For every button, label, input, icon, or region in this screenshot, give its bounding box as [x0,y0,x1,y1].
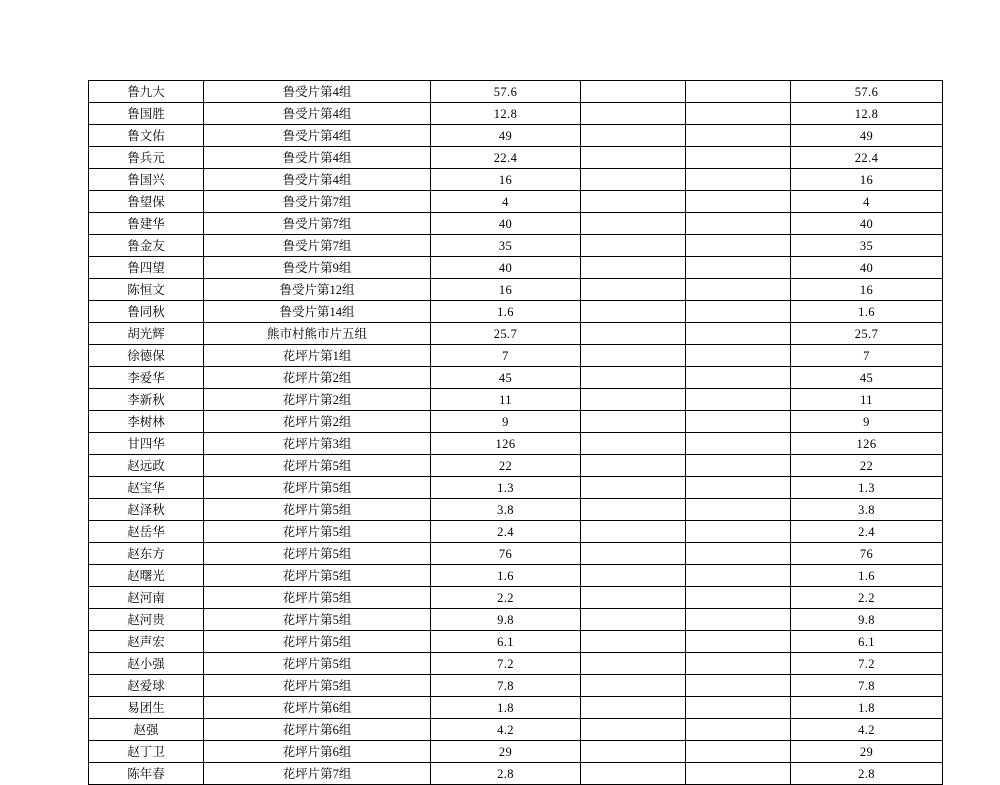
cell-value1[interactable]: 1.8 [431,697,581,719]
cell-name[interactable]: 鲁九大 [89,81,204,103]
cell-name[interactable]: 鲁同秋 [89,301,204,323]
cell-value2[interactable]: 4.2 [791,719,943,741]
cell-value2[interactable]: 57.6 [791,81,943,103]
cell-blank2[interactable] [686,609,791,631]
cell-value1[interactable]: 22.4 [431,147,581,169]
cell-blank1[interactable] [581,191,686,213]
table-row [89,367,943,389]
table-row [89,543,943,565]
table-row [89,169,943,191]
table-row [89,719,943,741]
cell-value1[interactable]: 45 [431,367,581,389]
cell-group[interactable]: 花坪片第2组 [204,411,431,433]
cell-value2[interactable]: 3.8 [791,499,943,521]
cell-blank2[interactable] [686,235,791,257]
cell-blank1[interactable] [581,323,686,345]
cell-value1[interactable]: 4 [431,191,581,213]
spreadsheet-area [88,80,912,785]
table-row [89,147,943,169]
cell-group[interactable]: 熊市村熊市片五组 [204,323,431,345]
cell-blank1[interactable] [581,103,686,125]
cell-name[interactable]: 鲁四望 [89,257,204,279]
cell-group[interactable]: 花坪片第5组 [204,653,431,675]
cell-group[interactable]: 花坪片第5组 [204,543,431,565]
cell-blank1[interactable] [581,367,686,389]
cell-value2[interactable]: 12.8 [791,103,943,125]
cell-group[interactable]: 花坪片第2组 [204,367,431,389]
cell-blank2[interactable] [686,411,791,433]
table-row [89,741,943,763]
cell-blank1[interactable] [581,763,686,785]
cell-name[interactable]: 甘四华 [89,433,204,455]
cell-value1[interactable]: 7 [431,345,581,367]
cell-value1[interactable]: 40 [431,213,581,235]
cell-blank2[interactable] [686,631,791,653]
cell-value1[interactable]: 57.6 [431,81,581,103]
cell-blank2[interactable] [686,169,791,191]
cell-group[interactable]: 鲁受片第7组 [204,213,431,235]
cell-name[interactable]: 赵远政 [89,455,204,477]
cell-group[interactable]: 花坪片第5组 [204,455,431,477]
cell-group[interactable]: 鲁受片第14组 [204,301,431,323]
table-row [89,345,943,367]
cell-blank1[interactable] [581,587,686,609]
table-row [89,235,943,257]
cell-blank1[interactable] [581,81,686,103]
cell-group[interactable]: 鲁受片第4组 [204,103,431,125]
cell-blank2[interactable] [686,455,791,477]
table-row [89,411,943,433]
cell-blank2[interactable] [686,125,791,147]
cell-value1[interactable]: 12.8 [431,103,581,125]
cell-name[interactable]: 鲁建华 [89,213,204,235]
cell-blank2[interactable] [686,81,791,103]
cell-blank1[interactable] [581,719,686,741]
cell-blank2[interactable] [686,719,791,741]
cell-name[interactable]: 鲁国兴 [89,169,204,191]
table-row [89,609,943,631]
cell-blank2[interactable] [686,191,791,213]
cell-blank2[interactable] [686,565,791,587]
cell-name[interactable]: 李新秋 [89,389,204,411]
cell-name[interactable]: 李爱华 [89,367,204,389]
cell-value2[interactable]: 4 [791,191,943,213]
cell-blank1[interactable] [581,125,686,147]
cell-value1[interactable]: 1.6 [431,301,581,323]
cell-value2[interactable]: 76 [791,543,943,565]
cell-name[interactable]: 赵宝华 [89,477,204,499]
cell-blank2[interactable] [686,675,791,697]
cell-blank1[interactable] [581,257,686,279]
cell-value2[interactable]: 25.7 [791,323,943,345]
cell-group[interactable]: 花坪片第3组 [204,433,431,455]
cell-value1[interactable]: 2.8 [431,763,581,785]
cell-value1[interactable]: 76 [431,543,581,565]
cell-value1[interactable]: 16 [431,279,581,301]
cell-group[interactable]: 鲁受片第4组 [204,125,431,147]
cell-blank1[interactable] [581,235,686,257]
cell-group[interactable]: 花坪片第6组 [204,741,431,763]
cell-blank1[interactable] [581,411,686,433]
cell-group[interactable]: 花坪片第6组 [204,697,431,719]
cell-name[interactable]: 赵小强 [89,653,204,675]
cell-value2[interactable]: 35 [791,235,943,257]
cell-name[interactable]: 赵声宏 [89,631,204,653]
cell-value2[interactable]: 40 [791,257,943,279]
cell-name[interactable]: 胡光辉 [89,323,204,345]
cell-value2[interactable]: 45 [791,367,943,389]
cell-value1[interactable]: 4.2 [431,719,581,741]
table-row [89,103,943,125]
cell-group[interactable]: 鲁受片第9组 [204,257,431,279]
cell-blank1[interactable] [581,675,686,697]
cell-group[interactable]: 花坪片第2组 [204,389,431,411]
cell-blank1[interactable] [581,213,686,235]
cell-blank1[interactable] [581,697,686,719]
cell-blank1[interactable] [581,279,686,301]
table-row [89,631,943,653]
cell-value1[interactable]: 7.2 [431,653,581,675]
cell-blank2[interactable] [686,741,791,763]
cell-blank2[interactable] [686,147,791,169]
cell-blank2[interactable] [686,301,791,323]
table-row [89,213,943,235]
cell-group[interactable]: 花坪片第5组 [204,609,431,631]
cell-name[interactable]: 鲁文佑 [89,125,204,147]
table-row [89,653,943,675]
table-row [89,323,943,345]
cell-name[interactable]: 鲁金友 [89,235,204,257]
cell-blank1[interactable] [581,433,686,455]
table-row [89,477,943,499]
cell-value2[interactable]: 2.8 [791,763,943,785]
cell-blank1[interactable] [581,301,686,323]
cell-group[interactable]: 鲁受片第4组 [204,169,431,191]
cell-value2[interactable]: 49 [791,125,943,147]
cell-value2[interactable]: 1.3 [791,477,943,499]
cell-blank1[interactable] [581,521,686,543]
cell-name[interactable]: 鲁兵元 [89,147,204,169]
cell-name[interactable]: 陈年春 [89,763,204,785]
table-row [89,455,943,477]
cell-name[interactable]: 赵强 [89,719,204,741]
cell-value2[interactable]: 11 [791,389,943,411]
cell-value1[interactable]: 49 [431,125,581,147]
cell-blank2[interactable] [686,367,791,389]
cell-blank1[interactable] [581,389,686,411]
table-row [89,587,943,609]
cell-blank1[interactable] [581,499,686,521]
cell-value2[interactable]: 7.8 [791,675,943,697]
cell-group[interactable]: 鲁受片第12组 [204,279,431,301]
cell-name[interactable]: 赵曙光 [89,565,204,587]
cell-value2[interactable]: 22.4 [791,147,943,169]
cell-blank2[interactable] [686,543,791,565]
cell-group[interactable]: 鲁受片第7组 [204,235,431,257]
cell-blank1[interactable] [581,147,686,169]
cell-value1[interactable]: 1.3 [431,477,581,499]
cell-blank2[interactable] [686,345,791,367]
table-row [89,257,943,279]
cell-group[interactable]: 花坪片第5组 [204,631,431,653]
cell-blank2[interactable] [686,213,791,235]
cell-group[interactable]: 花坪片第5组 [204,477,431,499]
cell-blank2[interactable] [686,697,791,719]
cell-value2[interactable]: 29 [791,741,943,763]
cell-blank1[interactable] [581,477,686,499]
cell-blank2[interactable] [686,587,791,609]
cell-blank2[interactable] [686,103,791,125]
cell-value1[interactable]: 3.8 [431,499,581,521]
cell-group[interactable]: 花坪片第7组 [204,763,431,785]
table-row [89,763,943,785]
table-row [89,191,943,213]
cell-value2[interactable]: 2.2 [791,587,943,609]
cell-blank1[interactable] [581,565,686,587]
cell-blank2[interactable] [686,477,791,499]
cell-value1[interactable]: 16 [431,169,581,191]
cell-group[interactable]: 花坪片第5组 [204,675,431,697]
cell-value1[interactable]: 126 [431,433,581,455]
cell-blank1[interactable] [581,169,686,191]
table-row [89,697,943,719]
cell-blank1[interactable] [581,653,686,675]
cell-blank2[interactable] [686,653,791,675]
cell-value1[interactable]: 9.8 [431,609,581,631]
cell-value2[interactable]: 22 [791,455,943,477]
cell-blank2[interactable] [686,763,791,785]
cell-name[interactable]: 赵河贵 [89,609,204,631]
cell-group[interactable]: 花坪片第1组 [204,345,431,367]
cell-value2[interactable]: 9 [791,411,943,433]
table-row [89,279,943,301]
cell-value2[interactable]: 7 [791,345,943,367]
table-row [89,521,943,543]
cell-name[interactable]: 易团生 [89,697,204,719]
cell-group[interactable]: 花坪片第5组 [204,521,431,543]
cell-value2[interactable]: 1.8 [791,697,943,719]
table-row [89,565,943,587]
cell-value1[interactable]: 35 [431,235,581,257]
cell-value1[interactable]: 29 [431,741,581,763]
cell-value2[interactable]: 40 [791,213,943,235]
cell-value2[interactable]: 9.8 [791,609,943,631]
table-row [89,433,943,455]
cell-value2[interactable]: 6.1 [791,631,943,653]
cell-value1[interactable]: 22 [431,455,581,477]
cell-name[interactable]: 赵东方 [89,543,204,565]
cell-value1[interactable]: 25.7 [431,323,581,345]
cell-value1[interactable]: 40 [431,257,581,279]
cell-value1[interactable]: 9 [431,411,581,433]
cell-group[interactable]: 鲁受片第4组 [204,81,431,103]
cell-value1[interactable]: 1.6 [431,565,581,587]
cell-value1[interactable]: 11 [431,389,581,411]
cell-name[interactable]: 赵岳华 [89,521,204,543]
cell-name[interactable]: 赵丁卫 [89,741,204,763]
cell-blank2[interactable] [686,279,791,301]
cell-blank2[interactable] [686,323,791,345]
cell-blank2[interactable] [686,257,791,279]
cell-name[interactable]: 鲁国胜 [89,103,204,125]
cell-name[interactable]: 赵爱球 [89,675,204,697]
cell-value1[interactable]: 6.1 [431,631,581,653]
cell-blank1[interactable] [581,609,686,631]
cell-name[interactable]: 李树林 [89,411,204,433]
cell-blank1[interactable] [581,631,686,653]
cell-blank1[interactable] [581,543,686,565]
cell-value2[interactable]: 126 [791,433,943,455]
table-row [89,81,943,103]
table-row [89,301,943,323]
cell-blank1[interactable] [581,345,686,367]
cell-value2[interactable]: 7.2 [791,653,943,675]
cell-blank2[interactable] [686,521,791,543]
cell-blank2[interactable] [686,499,791,521]
cell-group[interactable]: 花坪片第5组 [204,499,431,521]
table-row [89,389,943,411]
cell-blank1[interactable] [581,741,686,763]
cell-name[interactable]: 鲁望保 [89,191,204,213]
cell-value1[interactable]: 2.4 [431,521,581,543]
table-row [89,125,943,147]
table-row [89,499,943,521]
cell-value2[interactable]: 16 [791,279,943,301]
cell-group[interactable]: 花坪片第5组 [204,587,431,609]
cell-group[interactable]: 花坪片第5组 [204,565,431,587]
cell-group[interactable]: 鲁受片第4组 [204,147,431,169]
cell-name[interactable]: 赵河南 [89,587,204,609]
cell-value2[interactable]: 1.6 [791,565,943,587]
cell-value1[interactable]: 7.8 [431,675,581,697]
cell-name[interactable]: 徐德保 [89,345,204,367]
data-table [88,80,943,785]
table-row [89,675,943,697]
cell-blank1[interactable] [581,455,686,477]
cell-name[interactable]: 赵泽秋 [89,499,204,521]
cell-blank2[interactable] [686,389,791,411]
cell-blank2[interactable] [686,433,791,455]
cell-name[interactable]: 陈恒文 [89,279,204,301]
cell-group[interactable]: 花坪片第6组 [204,719,431,741]
cell-value1[interactable]: 2.2 [431,587,581,609]
cell-group[interactable]: 鲁受片第7组 [204,191,431,213]
cell-value2[interactable]: 2.4 [791,521,943,543]
table-body [89,81,943,785]
cell-value2[interactable]: 1.6 [791,301,943,323]
cell-value2[interactable]: 16 [791,169,943,191]
